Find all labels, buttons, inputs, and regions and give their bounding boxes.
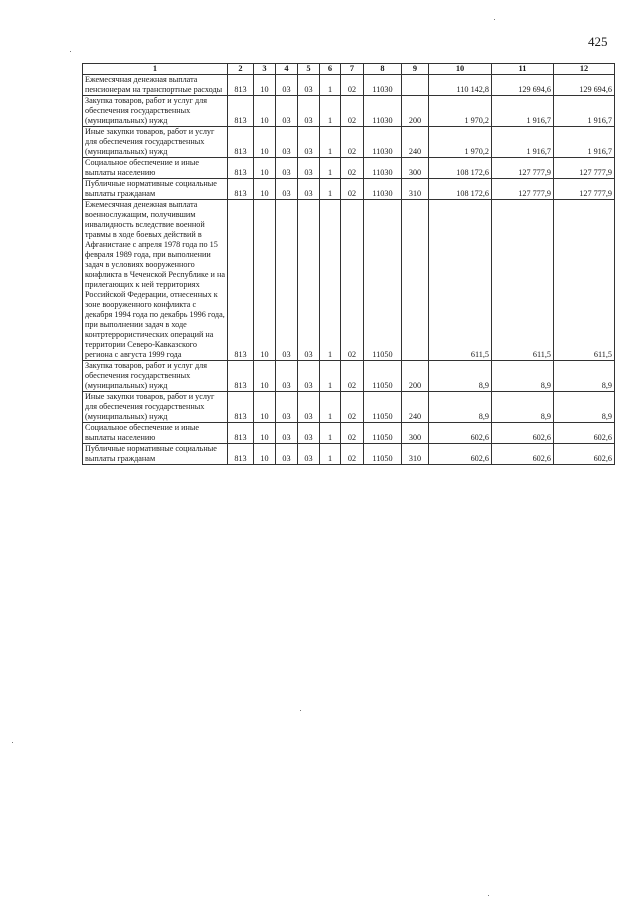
table-cell: 1 [320,179,341,200]
table-cell: 1 [320,127,341,158]
table-cell: 03 [276,361,298,392]
column-header: 11 [492,64,554,75]
table-cell: 10 [254,361,276,392]
table-cell: 8,9 [554,392,615,423]
row-label-cell: Иные закупки товаров, работ и услуг для обеспечения государственных (муниципальных) нужд [83,127,228,158]
row-label-cell: Социальное обеспечение и иные выплаты населению [83,158,228,179]
table-cell: 03 [298,392,320,423]
table-cell: 03 [298,361,320,392]
table-cell: 02 [341,158,364,179]
table-cell: 03 [298,96,320,127]
table-cell: 03 [298,127,320,158]
table-row [83,127,615,158]
table-cell: 813 [228,392,254,423]
table-cell: 02 [341,361,364,392]
scan-speck [300,710,301,711]
table-cell: 11030 [364,158,402,179]
table-cell: 02 [341,75,364,96]
row-label-cell: Закупка товаров, работ и услуг для обеспечения государственных (муниципальных) нужд [83,96,228,127]
table-row [83,75,615,96]
table-cell: 127 777,9 [492,158,554,179]
table-cell [402,75,429,96]
column-header: 4 [276,64,298,75]
table-cell: 02 [341,179,364,200]
table-cell: 11050 [364,423,402,444]
table-cell: 11030 [364,127,402,158]
column-header: 6 [320,64,341,75]
table-cell: 10 [254,444,276,465]
scan-speck [70,51,71,52]
table-cell: 813 [228,444,254,465]
table-cell: 11030 [364,179,402,200]
row-label-cell: Закупка товаров, работ и услуг для обеспечения государственных (муниципальных) нужд [83,361,228,392]
table-cell: 127 777,9 [554,158,615,179]
table-cell: 11050 [364,361,402,392]
table-cell: 10 [254,96,276,127]
table-cell: 11050 [364,444,402,465]
table-cell: 11050 [364,392,402,423]
table-cell: 602,6 [492,423,554,444]
table-cell: 300 [402,158,429,179]
table-cell: 03 [276,158,298,179]
table-cell: 1 916,7 [492,127,554,158]
row-label-cell: Социальное обеспечение и иные выплаты населению [83,423,228,444]
table-cell: 03 [276,444,298,465]
table-cell: 813 [228,75,254,96]
column-header: 10 [429,64,492,75]
table-row [83,179,615,200]
table-cell: 10 [254,158,276,179]
table-cell: 108 172,6 [429,179,492,200]
row-label-cell: Ежемесячная денежная выплата военнослужащим, получившим инвалидность вследствие военной травмы в ходе боевых действий в Афганистане с апреля 1978 года по 15 февраля 1989 года, при выполнении задач в условиях вооруженного конфликта в Чеченской Республике и на прилегающих к ней территориях Российской Федерации, отнесенных к зоне вооруженного конфликта с декабря 1994 года по декабрь 1996 года, при выполнении задач в ходе контртеррористических операций на территории Северо-Кавказского региона с августа 1999 года [83,200,228,361]
table-cell: 03 [276,179,298,200]
table-row [83,423,615,444]
table-body [83,75,615,465]
page-number: 425 [588,34,608,49]
table-cell: 611,5 [554,200,615,361]
table-cell: 310 [402,444,429,465]
table-cell: 1 [320,444,341,465]
table-cell: 602,6 [554,423,615,444]
table-cell: 02 [341,127,364,158]
table-cell: 611,5 [429,200,492,361]
table-cell: 611,5 [492,200,554,361]
column-header: 8 [364,64,402,75]
table-cell: 1 [320,96,341,127]
table-cell: 240 [402,127,429,158]
table-cell: 813 [228,96,254,127]
column-header: 12 [554,64,615,75]
table-cell: 10 [254,127,276,158]
row-label-cell: Ежемесячная денежная выплата пенсионерам на транспортные расходы [83,75,228,96]
table-cell: 200 [402,361,429,392]
table-cell: 129 694,6 [554,75,615,96]
table-cell: 02 [341,96,364,127]
table-cell: 03 [298,75,320,96]
table-cell: 813 [228,127,254,158]
table-cell: 127 777,9 [492,179,554,200]
table-cell: 602,6 [492,444,554,465]
table-cell: 02 [341,200,364,361]
scan-speck [488,895,489,896]
table-cell [402,200,429,361]
table-cell: 02 [341,392,364,423]
column-header: 9 [402,64,429,75]
table-row [83,158,615,179]
table-cell: 8,9 [429,392,492,423]
table-cell: 300 [402,423,429,444]
table-cell: 03 [276,75,298,96]
table-cell: 10 [254,423,276,444]
table-cell: 602,6 [429,444,492,465]
table-cell: 8,9 [492,361,554,392]
table-cell: 02 [341,423,364,444]
row-label-cell: Публичные нормативные социальные выплаты гражданам [83,179,228,200]
table-cell: 813 [228,361,254,392]
table-cell: 03 [298,179,320,200]
table-row [83,444,615,465]
table-cell: 03 [298,423,320,444]
table-cell: 1 970,2 [429,127,492,158]
table-row [83,96,615,127]
table-header-row [83,64,615,75]
row-label-cell: Публичные нормативные социальные выплаты гражданам [83,444,228,465]
table-cell: 813 [228,200,254,361]
table-cell: 1 [320,392,341,423]
table-cell: 602,6 [554,444,615,465]
table-cell: 02 [341,444,364,465]
table-cell: 127 777,9 [554,179,615,200]
table-cell: 813 [228,158,254,179]
table-cell: 03 [298,444,320,465]
table-cell: 03 [276,423,298,444]
column-header: 1 [83,64,228,75]
table-cell: 8,9 [429,361,492,392]
table-cell: 1 916,7 [554,127,615,158]
column-header: 7 [341,64,364,75]
budget-table [82,63,615,465]
table-cell: 1 916,7 [492,96,554,127]
scan-speck [494,19,495,20]
table-cell: 1 [320,75,341,96]
table-cell: 108 172,6 [429,158,492,179]
table-cell: 1 970,2 [429,96,492,127]
table-cell: 10 [254,392,276,423]
table-cell: 1 [320,200,341,361]
table-cell: 11030 [364,96,402,127]
table-cell: 03 [276,200,298,361]
table-cell: 10 [254,75,276,96]
table-cell: 10 [254,179,276,200]
table-cell: 10 [254,200,276,361]
table-cell: 240 [402,392,429,423]
table-cell: 8,9 [492,392,554,423]
table-cell: 11030 [364,75,402,96]
row-label-cell: Иные закупки товаров, работ и услуг для обеспечения государственных (муниципальных) нужд [83,392,228,423]
table-cell: 310 [402,179,429,200]
column-header: 5 [298,64,320,75]
table-cell: 110 142,8 [429,75,492,96]
table-cell: 602,6 [429,423,492,444]
table-cell: 11050 [364,200,402,361]
table-row [83,361,615,392]
column-header: 3 [254,64,276,75]
table-cell: 8,9 [554,361,615,392]
table-cell: 813 [228,179,254,200]
table-row [83,200,615,361]
table-cell: 1 [320,423,341,444]
table-cell: 03 [298,200,320,361]
table-cell: 129 694,6 [492,75,554,96]
table-cell: 1 [320,158,341,179]
table-cell: 03 [298,158,320,179]
column-header: 2 [228,64,254,75]
table-cell: 03 [276,96,298,127]
table-row [83,392,615,423]
table-cell: 03 [276,392,298,423]
table-cell: 03 [276,127,298,158]
scan-speck [12,742,13,743]
table-cell: 200 [402,96,429,127]
table-cell: 813 [228,423,254,444]
table-cell: 1 [320,361,341,392]
table-cell: 1 916,7 [554,96,615,127]
